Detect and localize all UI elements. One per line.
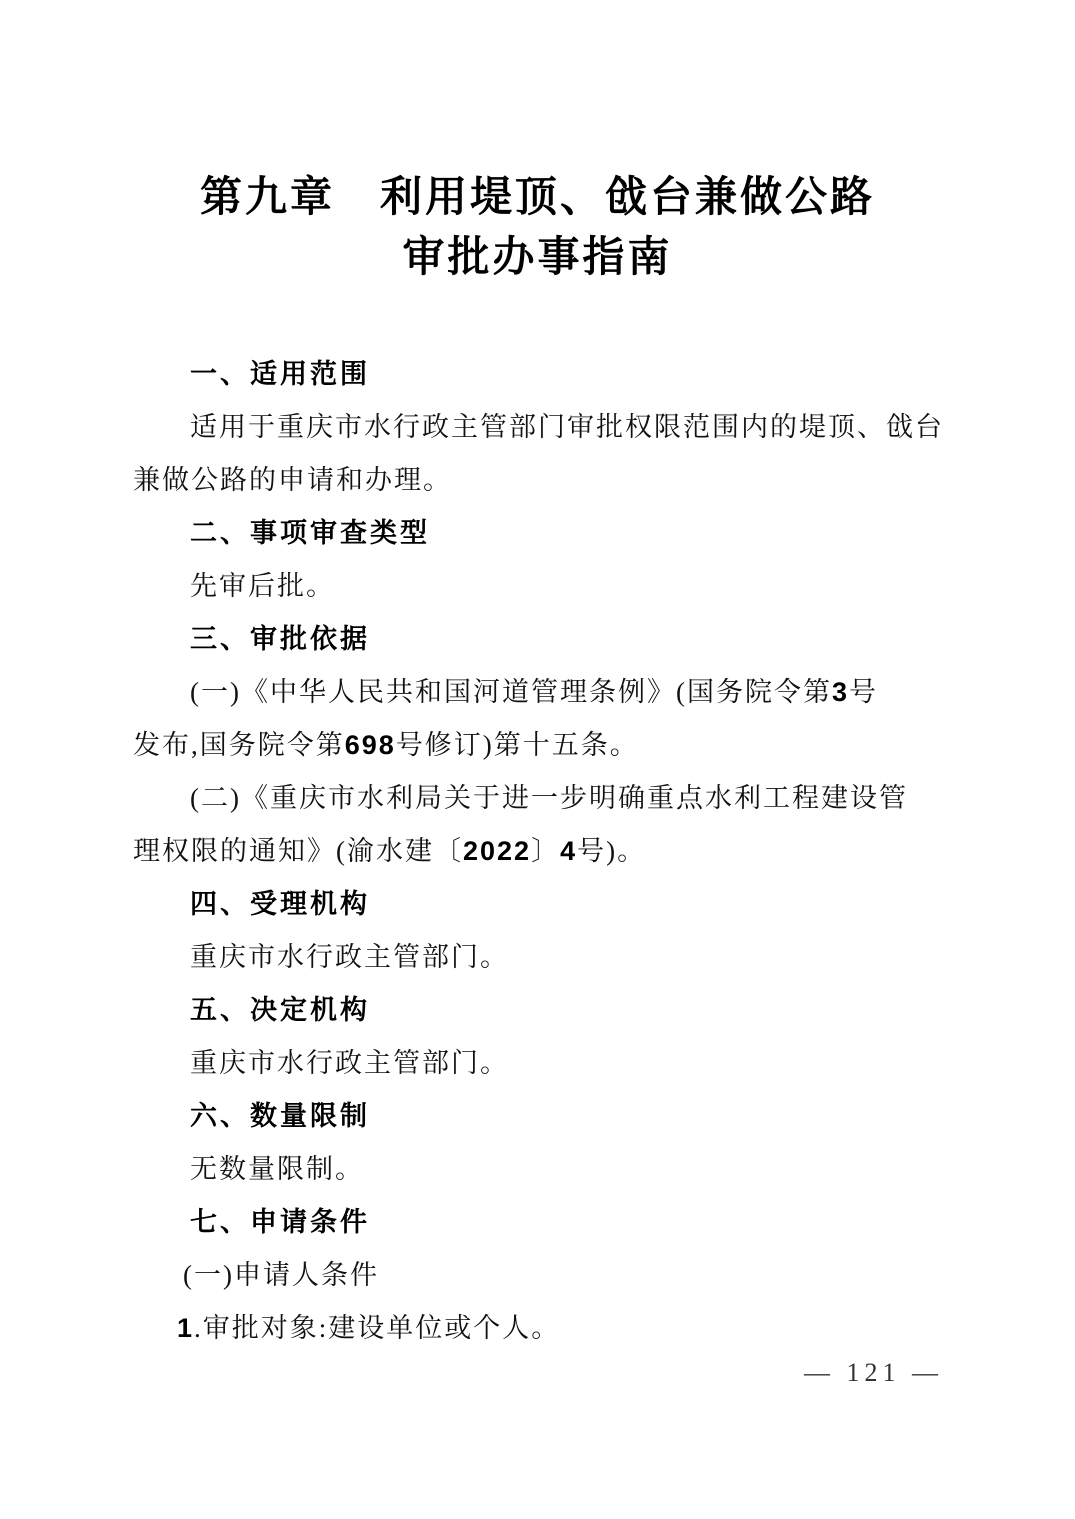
text-line: 理权限的通知》(渝水建〔2022〕4号)。 xyxy=(133,836,647,866)
section-heading: 一、适用范围 xyxy=(190,359,370,389)
text-line: 发布,国务院令第698号修订)第十五条。 xyxy=(133,730,639,760)
section-heading: 三、审批依据 xyxy=(190,624,370,654)
text-line: (一)申请人条件 xyxy=(183,1260,379,1290)
text-line: 适用于重庆市水行政主管部门审批权限范围内的堤顶、戗台 xyxy=(190,412,944,442)
page-number: — 121 — xyxy=(804,1358,943,1387)
section-heading: 六、数量限制 xyxy=(190,1101,370,1131)
text-line: 重庆市水行政主管部门。 xyxy=(190,942,509,972)
section-heading: 五、决定机构 xyxy=(190,995,370,1025)
text-line: 重庆市水行政主管部门。 xyxy=(190,1048,509,1078)
text-line: 先审后批。 xyxy=(190,571,335,601)
chapter-title-line-2: 审批办事指南 xyxy=(402,235,673,281)
text-line: 兼做公路的申请和办理。 xyxy=(133,465,452,495)
section-heading: 二、事项审查类型 xyxy=(190,518,430,548)
text-line: 1.审批对象:建设单位或个人。 xyxy=(177,1313,561,1343)
section-heading: 四、受理机构 xyxy=(190,889,370,919)
document-body xyxy=(133,348,947,1355)
text-line: 无数量限制。 xyxy=(190,1154,364,1184)
chapter-title-line-1: 第九章 利用堤顶、戗台兼做公路 xyxy=(199,175,875,221)
text-line: (二)《重庆市水利局关于进一步明确重点水利工程建设管 xyxy=(190,783,908,813)
text-line: (一)《中华人民共和国河道管理条例》(国务院令第3号 xyxy=(190,677,879,707)
section-heading: 七、申请条件 xyxy=(190,1207,370,1237)
chapter-title xyxy=(0,168,1075,288)
